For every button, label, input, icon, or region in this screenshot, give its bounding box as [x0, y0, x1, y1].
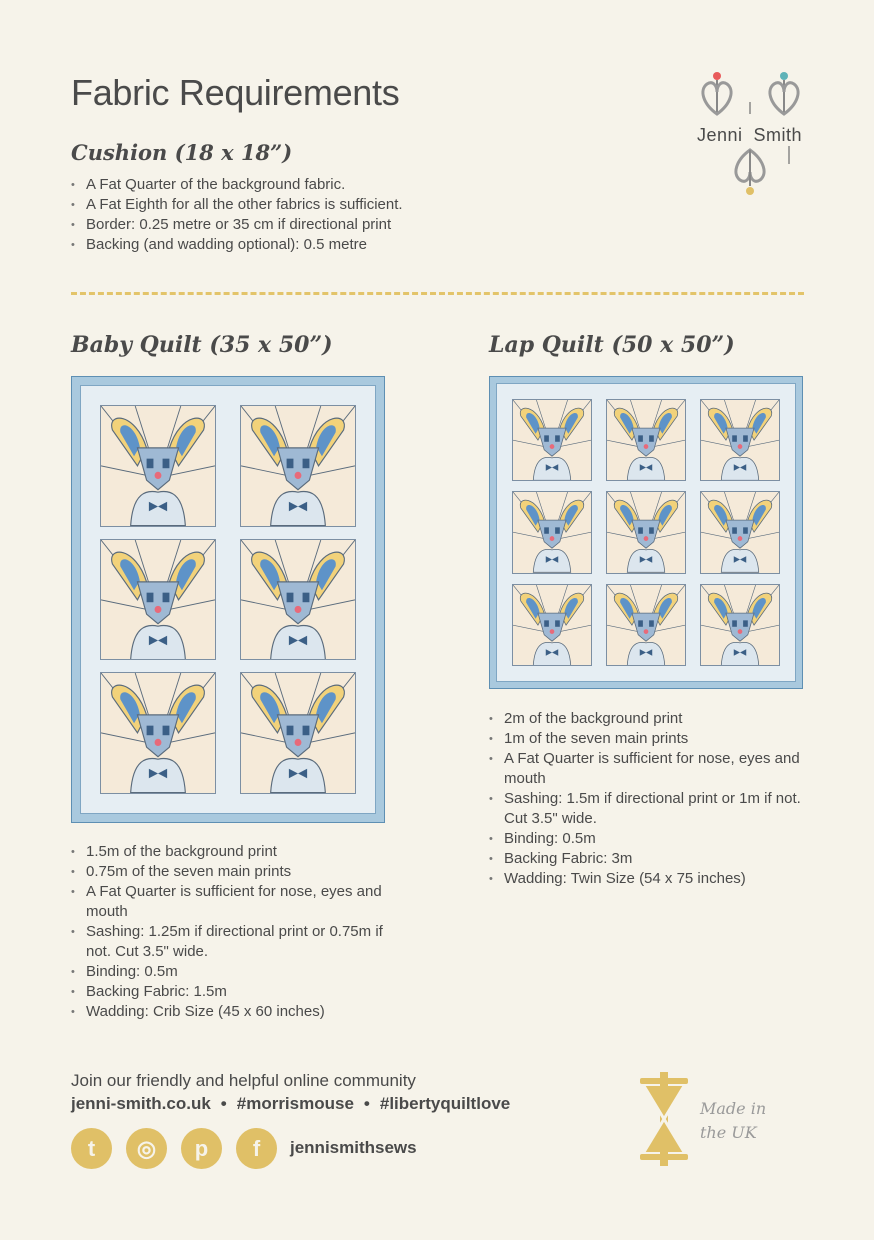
list-item: • Backing Fabric: 1.5m — [71, 982, 391, 1002]
mouse-quilt-block — [512, 584, 592, 666]
list-item: • Sashing: 1.5m if directional print or 1m if not. Cut 3.5" wide. — [489, 789, 809, 829]
mouse-quilt-block — [100, 539, 216, 661]
instagram-icon[interactable]: ◎ — [126, 1128, 167, 1169]
mouse-quilt-block — [606, 584, 686, 666]
dashed-divider — [71, 292, 804, 295]
mouse-quilt-block — [240, 672, 356, 794]
mouse-quilt-block — [606, 399, 686, 481]
cushion-list — [71, 175, 491, 255]
baby-quilt-heading: Baby Quilt (35 x 50”) — [71, 332, 333, 358]
twitter-icon[interactable]: t — [71, 1128, 112, 1169]
mouse-quilt-block — [100, 672, 216, 794]
list-item: • 1.5m of the background print — [71, 842, 391, 862]
mouse-quilt-block — [700, 399, 780, 481]
list-item: • A Fat Quarter of the background fabric. — [71, 175, 491, 195]
website-link[interactable]: jenni-smith.co.uk — [71, 1094, 211, 1113]
list-item: • 2m of the background print — [489, 709, 809, 729]
baby-quilt-list — [71, 842, 391, 1022]
community-text: Join our friendly and helpful online community — [71, 1071, 416, 1090]
lap-quilt-heading: Lap Quilt (50 x 50”) — [489, 332, 735, 358]
list-item: • Binding: 0.5m — [489, 829, 809, 849]
list-item: • Backing Fabric: 3m — [489, 849, 809, 869]
logo-wordmark: Jenni Smith — [697, 125, 803, 145]
social-handle[interactable]: jennismithsews — [290, 1138, 417, 1157]
page-title: Fabric Requirements — [71, 72, 400, 113]
list-item: • A Fat Quarter is sufficient for nose, eyes and mouth — [71, 882, 391, 922]
cushion-heading: Cushion (18 x 18”) — [71, 140, 293, 165]
facebook-icon[interactable]: f — [236, 1128, 277, 1169]
lap-quilt-list — [489, 709, 809, 889]
union-jack-bobbin-icon — [634, 1072, 694, 1166]
list-item: • Sashing: 1.25m if directional print or 0.75m if not. Cut 3.5" wide. — [71, 922, 391, 962]
mouse-quilt-block — [512, 399, 592, 481]
list-item: • Border: 0.25 metre or 35 cm if directional print — [71, 215, 491, 235]
list-item: • A Fat Eighth for all the other fabrics is sufficient. — [71, 195, 491, 215]
list-item: • Backing (and wadding optional): 0.5 metre — [71, 235, 491, 255]
list-item: • Wadding: Twin Size (54 x 75 inches) — [489, 869, 809, 889]
list-item: • Wadding: Crib Size (45 x 60 inches) — [71, 1002, 391, 1022]
list-item: • Binding: 0.5m — [71, 962, 391, 982]
lap-quilt-image — [489, 376, 803, 689]
mouse-quilt-block — [512, 491, 592, 573]
mouse-quilt-block — [606, 491, 686, 573]
mouse-quilt-block — [700, 584, 780, 666]
list-item: • A Fat Quarter is sufficient for nose, eyes and mouth — [489, 749, 809, 789]
baby-quilt-image — [71, 376, 385, 823]
mouse-quilt-block — [240, 405, 356, 527]
mouse-quilt-block — [240, 539, 356, 661]
list-item: • 1m of the seven main prints — [489, 729, 809, 749]
list-item: • 0.75m of the seven main prints — [71, 862, 391, 882]
hashtag-libertyquiltlove[interactable]: #libertyquiltlove — [379, 1094, 511, 1113]
hashtag-morrismouse[interactable]: #morrismouse — [236, 1094, 354, 1113]
footer-links: jenni-smith.co.uk • #morrismouse • #libertyquiltlove — [71, 1094, 511, 1113]
mouse-quilt-block — [700, 491, 780, 573]
pinterest-icon[interactable]: p — [181, 1128, 222, 1169]
social-icons — [71, 1128, 277, 1169]
mouse-quilt-block — [100, 405, 216, 527]
made-in-uk-text: Made in the UK — [700, 1099, 767, 1142]
